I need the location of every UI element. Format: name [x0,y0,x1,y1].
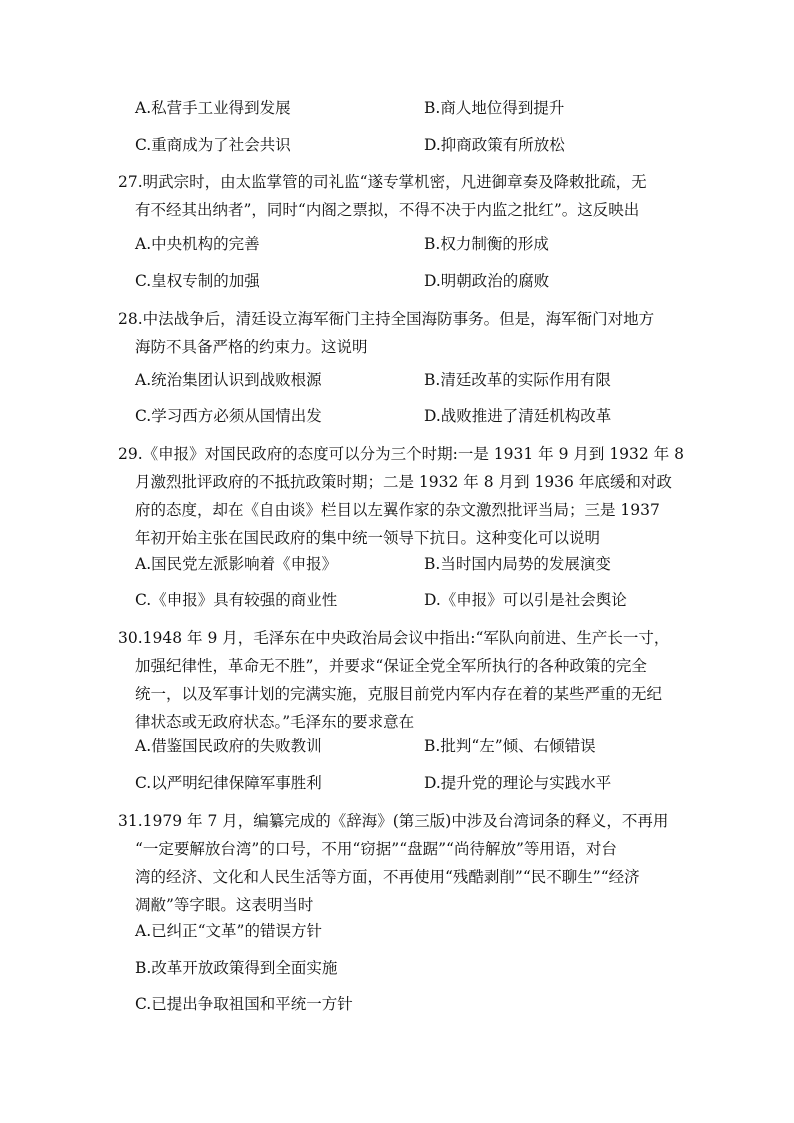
question-27-stem [118,168,678,224]
q29-options-row-1 [135,553,735,575]
q26-option-b[interactable]: B.商人地位得到提升 [424,99,565,117]
q27-option-c[interactable]: C.皇权专制的加强 [135,272,260,290]
question-29-stem [118,440,684,552]
question-28-stem [118,305,678,361]
q28-option-c[interactable]: C.学习西方必须从国情出发 [135,407,322,425]
q31-option-a[interactable]: A.已纠正“文革”的错误方针 [135,922,322,940]
question-31-line-2: “一定要解放台湾”的口号，不用“窃据”“盘踞”“尚待解放”等用语，对台 [135,840,617,858]
question-29-line-4: 年初开始主张在国民政府的集中统一领导下抗日。这种变化可以说明 [135,529,601,547]
question-31-line-1: 31.1979 年 7 月，编纂完成的《辞海》(第三版)中涉及台湾词条的释义，不再用 [118,812,669,830]
q29-option-d[interactable]: D.《申报》可以引是社会舆论 [424,591,627,609]
q28-option-b[interactable]: B.清廷改革的实际作用有限 [424,371,611,389]
question-28-line-1: 28.中法战争后，清廷设立海军衙门主持全国海防事务。但是，海军衙门对地方 [118,310,655,328]
q28-options-row-2 [135,405,735,427]
question-30-stem [118,624,678,736]
question-30-line-4: 律状态或无政府状态。”毛泽东的要求意在 [135,713,415,731]
q30-options-row-2 [135,772,735,794]
q30-option-b[interactable]: B.批判“左”倾、右倾错误 [424,737,596,755]
q30-option-a[interactable]: A.借鉴国民政府的失败教训 [135,737,322,755]
question-31-line-4: 凋敝”等字眼。这表明当时 [135,896,314,914]
q27-options-row-1 [135,233,735,255]
q26-options-row-2 [135,134,735,156]
question-30-line-3: 统一，以及军事计划的完满实施，克服目前党内军内存在着的某些严重的无纪 [135,685,663,703]
question-27-line-1: 27.明武宗时，由太监掌管的司礼监“遂专掌机密，凡进御章奏及降敕批疏，无 [118,173,647,191]
question-30-line-1: 30.1948 年 9 月，毛泽东在中央政治局会议中指出:“军队向前进、生产长一寸， [118,629,670,647]
q29-option-b[interactable]: B.当时国内局势的发展演变 [424,555,611,573]
q29-option-a[interactable]: A.国民党左派影响着《申报》 [135,555,338,573]
q28-option-d[interactable]: D.战败推进了清廷机构改革 [424,407,612,425]
q27-options-row-2 [135,270,735,292]
q26-option-a[interactable]: A.私营手工业得到发展 [135,99,291,117]
question-29-line-1: 29.《申报》对国民政府的态度可以分为三个时期:一是 1931 年 9 月到 1932 年 8 [118,445,684,463]
question-28-line-2: 海防不具备严格的约束力。这说明 [135,338,368,356]
q27-option-d[interactable]: D.明朝政治的腐败 [424,272,550,290]
q28-options-row-1 [135,369,735,391]
question-29-line-3: 府的态度，却在《自由谈》栏目以左翼作家的杂文激烈批评当局；三是 1937 [135,501,660,519]
q28-option-a[interactable]: A.统治集团认识到战败根源 [135,371,322,389]
q30-options-row-1 [135,735,735,757]
q29-options-row-2 [135,589,735,611]
q26-options-row-1 [135,97,735,119]
question-27-line-2: 有不经其出纳者”，同时“内阁之票拟，不得不决于内监之批红”。这反映出 [135,201,640,219]
q27-option-a[interactable]: A.中央机构的完善 [135,235,260,253]
q31-option-c[interactable]: C.已提出争取祖国和平统一方针 [135,995,353,1013]
q26-option-c[interactable]: C.重商成为了社会共识 [135,136,291,154]
q29-option-c[interactable]: C.《申报》具有较强的商业性 [135,591,338,609]
q31-option-b[interactable]: B.改革开放政策得到全面实施 [135,959,338,977]
q30-option-c[interactable]: C.以严明纪律保障军事胜利 [135,774,322,792]
q30-option-d[interactable]: D.提升党的理论与实践水平 [424,774,612,792]
question-31-stem [118,807,678,919]
q26-option-d[interactable]: D.抑商政策有所放松 [424,136,565,154]
q27-option-b[interactable]: B.权力制衡的形成 [424,235,549,253]
question-31-line-3: 湾的经济、文化和人民生活等方面，不再使用“残酷剥削”“民不聊生”“经济 [135,868,640,886]
question-30-line-2: 加强纪律性，革命无不胜”，并要求“保证全党全军所执行的各种政策的完全 [135,657,647,675]
question-29-line-2: 月激烈批评政府的不抵抗政策时期；二是 1932 年 8 月到 1936 年底缓和对政 [135,473,672,491]
